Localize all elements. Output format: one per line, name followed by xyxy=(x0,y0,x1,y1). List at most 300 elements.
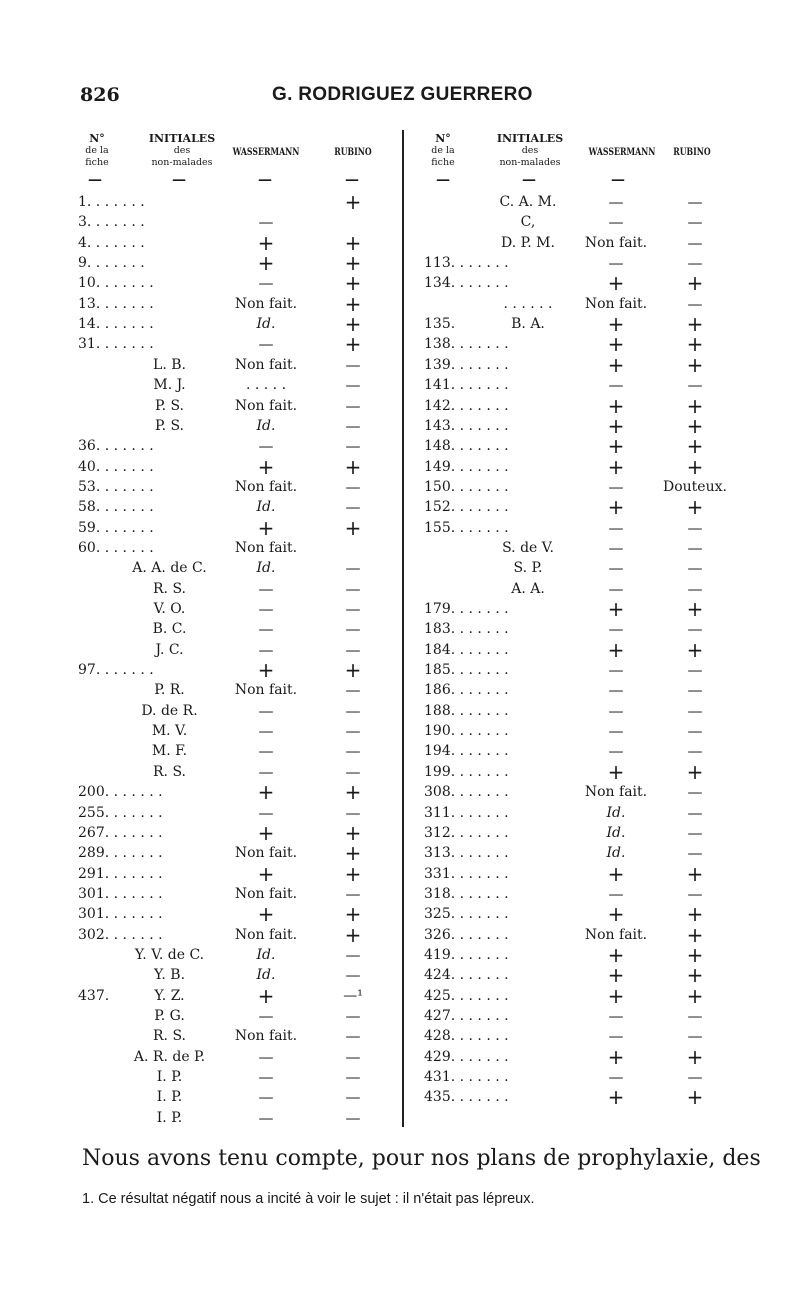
header-text: INITIALES xyxy=(496,132,564,145)
wassermann-result: + xyxy=(257,780,275,805)
wassermann-result: — xyxy=(608,579,624,598)
initials: M. J. xyxy=(153,377,186,394)
wassermann-result: — xyxy=(608,193,624,211)
header-text: de la xyxy=(431,145,455,156)
wassermann-result: Id. xyxy=(256,560,276,577)
wassermann-result: Non fait. xyxy=(234,1028,298,1045)
table-row xyxy=(0,230,800,255)
wassermann-result: + xyxy=(257,515,275,540)
wassermann-result: — xyxy=(258,1108,274,1127)
wassermann-result: Id. xyxy=(256,967,276,984)
right-header-initials xyxy=(470,133,590,169)
initials: I. P. xyxy=(156,1069,183,1086)
table-row xyxy=(0,963,800,988)
fiche-number: 200. . . . . . . xyxy=(78,784,163,801)
fiche-number: 179. . . . . . . xyxy=(424,601,509,617)
table-row xyxy=(0,212,800,232)
rubino-result: — xyxy=(345,945,361,964)
wassermann-result: + xyxy=(257,820,275,845)
rubino-result: + xyxy=(686,495,704,520)
fiche-number: 318. . . . . . . xyxy=(424,885,509,902)
fiche-number: 149. . . . . . . xyxy=(424,458,509,475)
fiche-number: 152. . . . . . . xyxy=(424,499,509,516)
wassermann-result: + xyxy=(607,495,625,520)
header-dash: — xyxy=(522,172,536,188)
wassermann-result: — xyxy=(608,681,624,700)
rubino-result: + xyxy=(686,271,704,296)
fiche-number: 424. . . . . . . xyxy=(424,967,509,984)
wassermann-result: — xyxy=(608,518,624,537)
initials: D. P. M. xyxy=(501,234,555,251)
rubino-result: — xyxy=(687,884,703,903)
table-row xyxy=(0,579,800,599)
rubino-result: — xyxy=(687,294,703,313)
rubino-result: — xyxy=(345,437,361,456)
initials: I. P. xyxy=(156,1109,183,1126)
header-dash: — xyxy=(258,172,272,188)
wassermann-result: + xyxy=(607,352,625,377)
fiche-number: 194. . . . . . . xyxy=(424,743,509,760)
initials: P. S. xyxy=(154,417,185,434)
fiche-number: 148. . . . . . . xyxy=(424,438,509,455)
wassermann-result: — xyxy=(258,640,274,659)
rubino-result: — xyxy=(345,884,361,903)
initials: P. G. xyxy=(154,1008,185,1024)
wassermann-result: Non fait. xyxy=(234,397,298,414)
rubino-result: + xyxy=(686,312,704,337)
wassermann-result: Non fait. xyxy=(234,539,298,556)
wassermann-result: — xyxy=(258,762,274,781)
header-text: non-malades xyxy=(499,157,561,168)
wassermann-result: — xyxy=(608,620,624,639)
table-row xyxy=(0,942,800,967)
wassermann-result: — xyxy=(258,335,274,354)
rubino-result: + xyxy=(686,902,704,927)
wassermann-result: Id. xyxy=(256,946,276,963)
rubino-result: — xyxy=(687,1027,703,1046)
fiche-number: 10. . . . . . . xyxy=(78,275,154,292)
table-row xyxy=(0,192,800,212)
table-row xyxy=(0,1085,800,1110)
fiche-number: 429. . . . . . . xyxy=(424,1048,509,1065)
initials: B. A. xyxy=(511,316,545,333)
header-dash: — xyxy=(88,172,102,188)
wassermann-result: + xyxy=(257,454,275,479)
rubino-result: + xyxy=(344,820,362,845)
rubino-result: + xyxy=(344,780,362,805)
table-row xyxy=(0,375,800,395)
fiche-number: 139. . . . . . . xyxy=(424,356,509,373)
wassermann-result: — xyxy=(608,661,624,680)
rubino-result: — xyxy=(687,681,703,700)
wassermann-result: + xyxy=(607,454,625,479)
wassermann-result: — xyxy=(258,701,274,720)
initials: V. O. xyxy=(153,601,186,617)
fiche-number: 113. . . . . . . xyxy=(424,255,509,272)
initials: Y. V. de C. xyxy=(134,946,205,963)
rubino-result: + xyxy=(344,230,362,255)
header-text: des xyxy=(173,145,191,156)
fiche-number: 186. . . . . . . xyxy=(424,682,509,699)
fiche-number: 1. . . . . . . xyxy=(78,194,145,210)
wassermann-result: + xyxy=(607,861,625,886)
fiche-number: 437. xyxy=(78,987,110,1004)
header-text: de la xyxy=(85,145,109,156)
rubino-result: — xyxy=(687,742,703,761)
rubino-result: + xyxy=(344,861,362,886)
table-row xyxy=(0,680,800,700)
wassermann-result: + xyxy=(607,902,625,927)
rubino-result: + xyxy=(344,902,362,927)
table-row xyxy=(0,312,800,337)
wassermann-result: — xyxy=(258,213,274,232)
table-row xyxy=(0,861,800,886)
table-row xyxy=(0,477,800,497)
initials: D. de R. xyxy=(141,702,198,719)
wassermann-result: Non fait. xyxy=(234,682,298,699)
body-text: Nous avons tenu compte, pour nos plans de prophylaxie, des xyxy=(82,1146,761,1171)
rubino-result: — xyxy=(345,579,361,598)
fiche-number: 425. . . . . . . xyxy=(424,987,509,1004)
wassermann-result: + xyxy=(257,861,275,886)
table-row xyxy=(0,780,800,805)
rubino-result: — xyxy=(687,1007,703,1025)
wassermann-result: — xyxy=(608,722,624,741)
initials: C. A. M. xyxy=(499,194,557,210)
rubino-result: — xyxy=(345,559,361,578)
rubino-result: + xyxy=(686,942,704,967)
wassermann-result: Non fait. xyxy=(584,295,648,312)
wassermann-result: + xyxy=(607,963,625,988)
wassermann-result: + xyxy=(607,759,625,784)
rubino-result: — xyxy=(687,559,703,578)
wassermann-result: Id. xyxy=(256,316,276,333)
rubino-result: + xyxy=(344,515,362,540)
fiche-number: 435. . . . . . . xyxy=(424,1089,509,1106)
table-row xyxy=(0,721,800,741)
fiche-number: 135. xyxy=(424,316,456,333)
table-row xyxy=(0,922,800,947)
initials: R. S. xyxy=(153,1028,186,1045)
rubino-result: + xyxy=(344,332,362,357)
wassermann-result: + xyxy=(607,942,625,967)
rubino-result: — xyxy=(345,1108,361,1127)
wassermann-result: Non fait. xyxy=(234,478,298,495)
header-text: des xyxy=(521,145,539,156)
rubino-result: — xyxy=(687,661,703,680)
rubino-result: — xyxy=(687,193,703,211)
fiche-number: 313. . . . . . . xyxy=(424,845,509,862)
rubino-result: — xyxy=(687,538,703,557)
table-row xyxy=(0,820,800,845)
fiche-number: 428. . . . . . . xyxy=(424,1028,509,1045)
rubino-result: — xyxy=(687,722,703,741)
header-dash: — xyxy=(345,172,359,188)
table-row xyxy=(0,902,800,927)
wassermann-result: Id. xyxy=(606,824,626,841)
wassermann-result: — xyxy=(258,722,274,741)
initials: A. A. de C. xyxy=(132,560,207,577)
table-row xyxy=(0,983,800,1008)
wassermann-result: Non fait. xyxy=(234,885,298,902)
rubino-result: — xyxy=(345,620,361,639)
wassermann-result: + xyxy=(607,312,625,337)
wassermann-result: — xyxy=(258,437,274,456)
initials: R. S. xyxy=(153,763,186,780)
table-row xyxy=(0,759,800,784)
fiche-number: 134. . . . . . . xyxy=(424,275,509,292)
wassermann-result: — xyxy=(258,579,274,598)
rubino-result: — xyxy=(687,803,703,822)
rubino-result: + xyxy=(686,963,704,988)
rubino-result: + xyxy=(686,1085,704,1110)
rubino-result: — xyxy=(687,213,703,232)
fiche-number: 431. . . . . . . xyxy=(424,1069,509,1086)
fiche-number: 311. . . . . . . xyxy=(424,804,509,821)
wassermann-result: — xyxy=(258,600,274,618)
header-dash: — xyxy=(172,172,186,188)
initials: S. de V. xyxy=(502,539,554,556)
rubino-result: — xyxy=(345,966,361,985)
fiche-number: 255. . . . . . . xyxy=(78,804,163,821)
wassermann-result: Non fait. xyxy=(584,926,648,943)
rubino-result: — xyxy=(345,396,361,415)
header-text: non-malades xyxy=(151,157,213,168)
fiche-number: 150. . . . . . . xyxy=(424,478,509,495)
wassermann-result: — xyxy=(608,254,624,273)
fiche-number: 183. . . . . . . xyxy=(424,621,509,638)
wassermann-result: Non fait. xyxy=(584,784,648,801)
rubino-result: — xyxy=(687,376,703,395)
fiche-number: 289. . . . . . . xyxy=(78,845,163,862)
fiche-number: 184. . . . . . . xyxy=(424,641,509,658)
wassermann-result: Non fait. xyxy=(234,356,298,373)
fiche-number: 325. . . . . . . xyxy=(424,906,509,923)
wassermann-result: — xyxy=(608,376,624,395)
wassermann-result: Non fait. xyxy=(234,295,298,312)
initials: P. R. xyxy=(154,682,185,699)
fiche-number: 188. . . . . . . xyxy=(424,702,509,719)
initials: L. B. xyxy=(153,356,186,373)
rubino-result: + xyxy=(344,658,362,683)
wassermann-result: — xyxy=(258,620,274,639)
wassermann-result: + xyxy=(257,902,275,927)
rubino-result: + xyxy=(686,637,704,662)
fiche-number: 141. . . . . . . xyxy=(424,377,509,394)
rubino-result: — xyxy=(687,783,703,802)
rubino-result: + xyxy=(686,434,704,459)
rubino-result: — xyxy=(687,844,703,863)
table-row xyxy=(0,599,800,619)
wassermann-result: — xyxy=(608,1027,624,1046)
rubino-result: — xyxy=(345,1068,361,1087)
header-text: fiche xyxy=(85,157,109,168)
right-header-number xyxy=(418,133,468,169)
header-text: fiche xyxy=(431,157,455,168)
footnote: 1. Ce résultat négatif nous a incité à voir le sujet : il n'était pas lépreux. xyxy=(82,1191,535,1207)
rubino-result: — xyxy=(345,416,361,435)
wassermann-result: — xyxy=(608,1007,624,1025)
rubino-result: — xyxy=(687,620,703,639)
wassermann-result: — xyxy=(608,742,624,761)
fiche-number: 60. . . . . . . xyxy=(78,539,154,556)
wassermann-result: — xyxy=(608,559,624,578)
wassermann-result: + xyxy=(607,393,625,418)
fiche-number: 53. . . . . . . xyxy=(78,478,154,495)
fiche-number: 14. . . . . . . xyxy=(78,316,154,333)
wassermann-result: — xyxy=(258,274,274,293)
rubino-result: + xyxy=(344,190,362,214)
table-row xyxy=(0,352,800,377)
fiche-number: 326. . . . . . . xyxy=(424,926,509,943)
table-row xyxy=(0,803,800,823)
table-row xyxy=(0,251,800,276)
rubino-result: + xyxy=(344,312,362,337)
fiche-number: 143. . . . . . . xyxy=(424,417,509,434)
wassermann-result: — xyxy=(608,538,624,557)
wassermann-result: + xyxy=(257,251,275,276)
rubino-result: — xyxy=(345,803,361,822)
table-row xyxy=(0,558,800,578)
rubino-result: + xyxy=(344,251,362,276)
wassermann-result: + xyxy=(607,1044,625,1069)
rubino-result: — xyxy=(345,701,361,720)
rubino-result: — xyxy=(345,681,361,700)
initials: M. V. xyxy=(151,723,188,740)
fiche-number: 97. . . . . . . xyxy=(78,662,154,679)
fiche-number: 59. . . . . . . xyxy=(78,519,154,536)
wassermann-result: — xyxy=(608,213,624,232)
wassermann-result: + xyxy=(607,332,625,357)
initials: R. S. xyxy=(153,580,186,597)
table-row xyxy=(0,637,800,662)
rubino-result: —¹ xyxy=(343,987,363,1004)
rubino-result: — xyxy=(345,355,361,374)
rubino-result: + xyxy=(686,332,704,357)
rubino-result: — xyxy=(345,762,361,781)
initials: Y. B. xyxy=(153,967,186,984)
fiche-number: 36. . . . . . . xyxy=(78,438,154,455)
right-header-rubino: RUBINO xyxy=(673,147,711,158)
wassermann-result: — xyxy=(258,1047,274,1066)
fiche-number: 190. . . . . . . xyxy=(424,723,509,740)
fiche-number: 31. . . . . . . xyxy=(78,336,154,353)
wassermann-result: + xyxy=(257,983,275,1008)
initials: I. P. xyxy=(156,1089,183,1106)
table-row xyxy=(0,1006,800,1026)
table-row xyxy=(0,434,800,459)
table-row xyxy=(0,841,800,866)
wassermann-result: — xyxy=(608,477,624,496)
fiche-number: 291. . . . . . . xyxy=(78,865,163,882)
wassermann-result: Non fait. xyxy=(234,845,298,862)
left-header-rubino: RUBINO xyxy=(334,147,372,158)
fiche-number: 142. . . . . . . xyxy=(424,397,509,414)
running-title: G. RODRIGUEZ GUERRERO xyxy=(272,84,533,105)
table-row xyxy=(0,538,800,558)
fiche-number: 419. . . . . . . xyxy=(424,946,509,963)
fiche-number: 199. . . . . . . xyxy=(424,763,509,780)
wassermann-result: + xyxy=(607,1085,625,1110)
rubino-result: + xyxy=(686,922,704,947)
rubino-result: — xyxy=(687,823,703,842)
table-row xyxy=(0,454,800,479)
initials: C, xyxy=(520,214,536,231)
fiche-number: 138. . . . . . . xyxy=(424,336,509,353)
fiche-number: 58. . . . . . . xyxy=(78,499,154,516)
rubino-result: + xyxy=(686,454,704,479)
wassermann-result: + xyxy=(607,983,625,1008)
rubino-result: — xyxy=(687,233,703,252)
fiche-number: 302. . . . . . . xyxy=(78,926,163,943)
rubino-result: + xyxy=(686,983,704,1008)
rubino-result: — xyxy=(345,1088,361,1107)
table-row xyxy=(0,413,800,438)
fiche-number: 185. . . . . . . xyxy=(424,662,509,679)
table-row xyxy=(0,884,800,904)
fiche-number: 267. . . . . . . xyxy=(78,824,163,841)
rubino-result: + xyxy=(686,413,704,438)
rubino-result: — xyxy=(345,1047,361,1066)
rubino-result: — xyxy=(687,579,703,598)
wassermann-result: — xyxy=(258,1068,274,1087)
wassermann-result: Non fait. xyxy=(584,234,648,251)
fiche-number: 3. . . . . . . xyxy=(78,214,145,231)
rubino-result: — xyxy=(687,701,703,720)
wassermann-result: — xyxy=(258,1088,274,1107)
wassermann-result: + xyxy=(607,597,625,621)
left-header-wassermann: WASSERMANN xyxy=(232,147,300,158)
wassermann-result: — xyxy=(608,884,624,903)
fiche-number: 308. . . . . . . xyxy=(424,784,509,801)
fiche-number: 312. . . . . . . xyxy=(424,824,509,841)
table-row xyxy=(0,619,800,639)
rubino-result: + xyxy=(686,352,704,377)
table-row xyxy=(0,291,800,316)
table-row xyxy=(0,701,800,721)
rubino-result: — xyxy=(345,722,361,741)
fiche-number: 427. . . . . . . xyxy=(424,1008,509,1024)
fiche-number: 301. . . . . . . xyxy=(78,885,163,902)
wassermann-result: + xyxy=(607,271,625,296)
wassermann-result: + xyxy=(607,637,625,662)
initials: A. A. xyxy=(511,580,545,597)
table-row xyxy=(0,1026,800,1046)
wassermann-result: Id. xyxy=(256,417,276,434)
rubino-result: — xyxy=(345,1007,361,1025)
initials: P. S. xyxy=(154,397,185,414)
header-dash: — xyxy=(611,172,625,188)
rubino-result: + xyxy=(344,841,362,866)
rubino-result: + xyxy=(344,922,362,947)
wassermann-result: Id. xyxy=(606,845,626,862)
fiche-number: 4. . . . . . . xyxy=(78,234,145,251)
rubino-result: + xyxy=(344,291,362,316)
table-row xyxy=(0,515,800,540)
rubino-result: — xyxy=(687,1068,703,1087)
rubino-result: — xyxy=(687,518,703,537)
rubino-result: — xyxy=(345,600,361,618)
wassermann-result: Id. xyxy=(606,804,626,821)
fiche-number: 13. . . . . . . xyxy=(78,295,154,312)
wassermann-result: + xyxy=(257,658,275,683)
initials: Y. Z. xyxy=(154,987,185,1004)
wassermann-result: Non fait. xyxy=(234,926,298,943)
rubino-result: — xyxy=(345,742,361,761)
initials: M. F. xyxy=(151,743,188,760)
wassermann-result: — xyxy=(258,1007,274,1025)
table-row xyxy=(0,495,800,520)
